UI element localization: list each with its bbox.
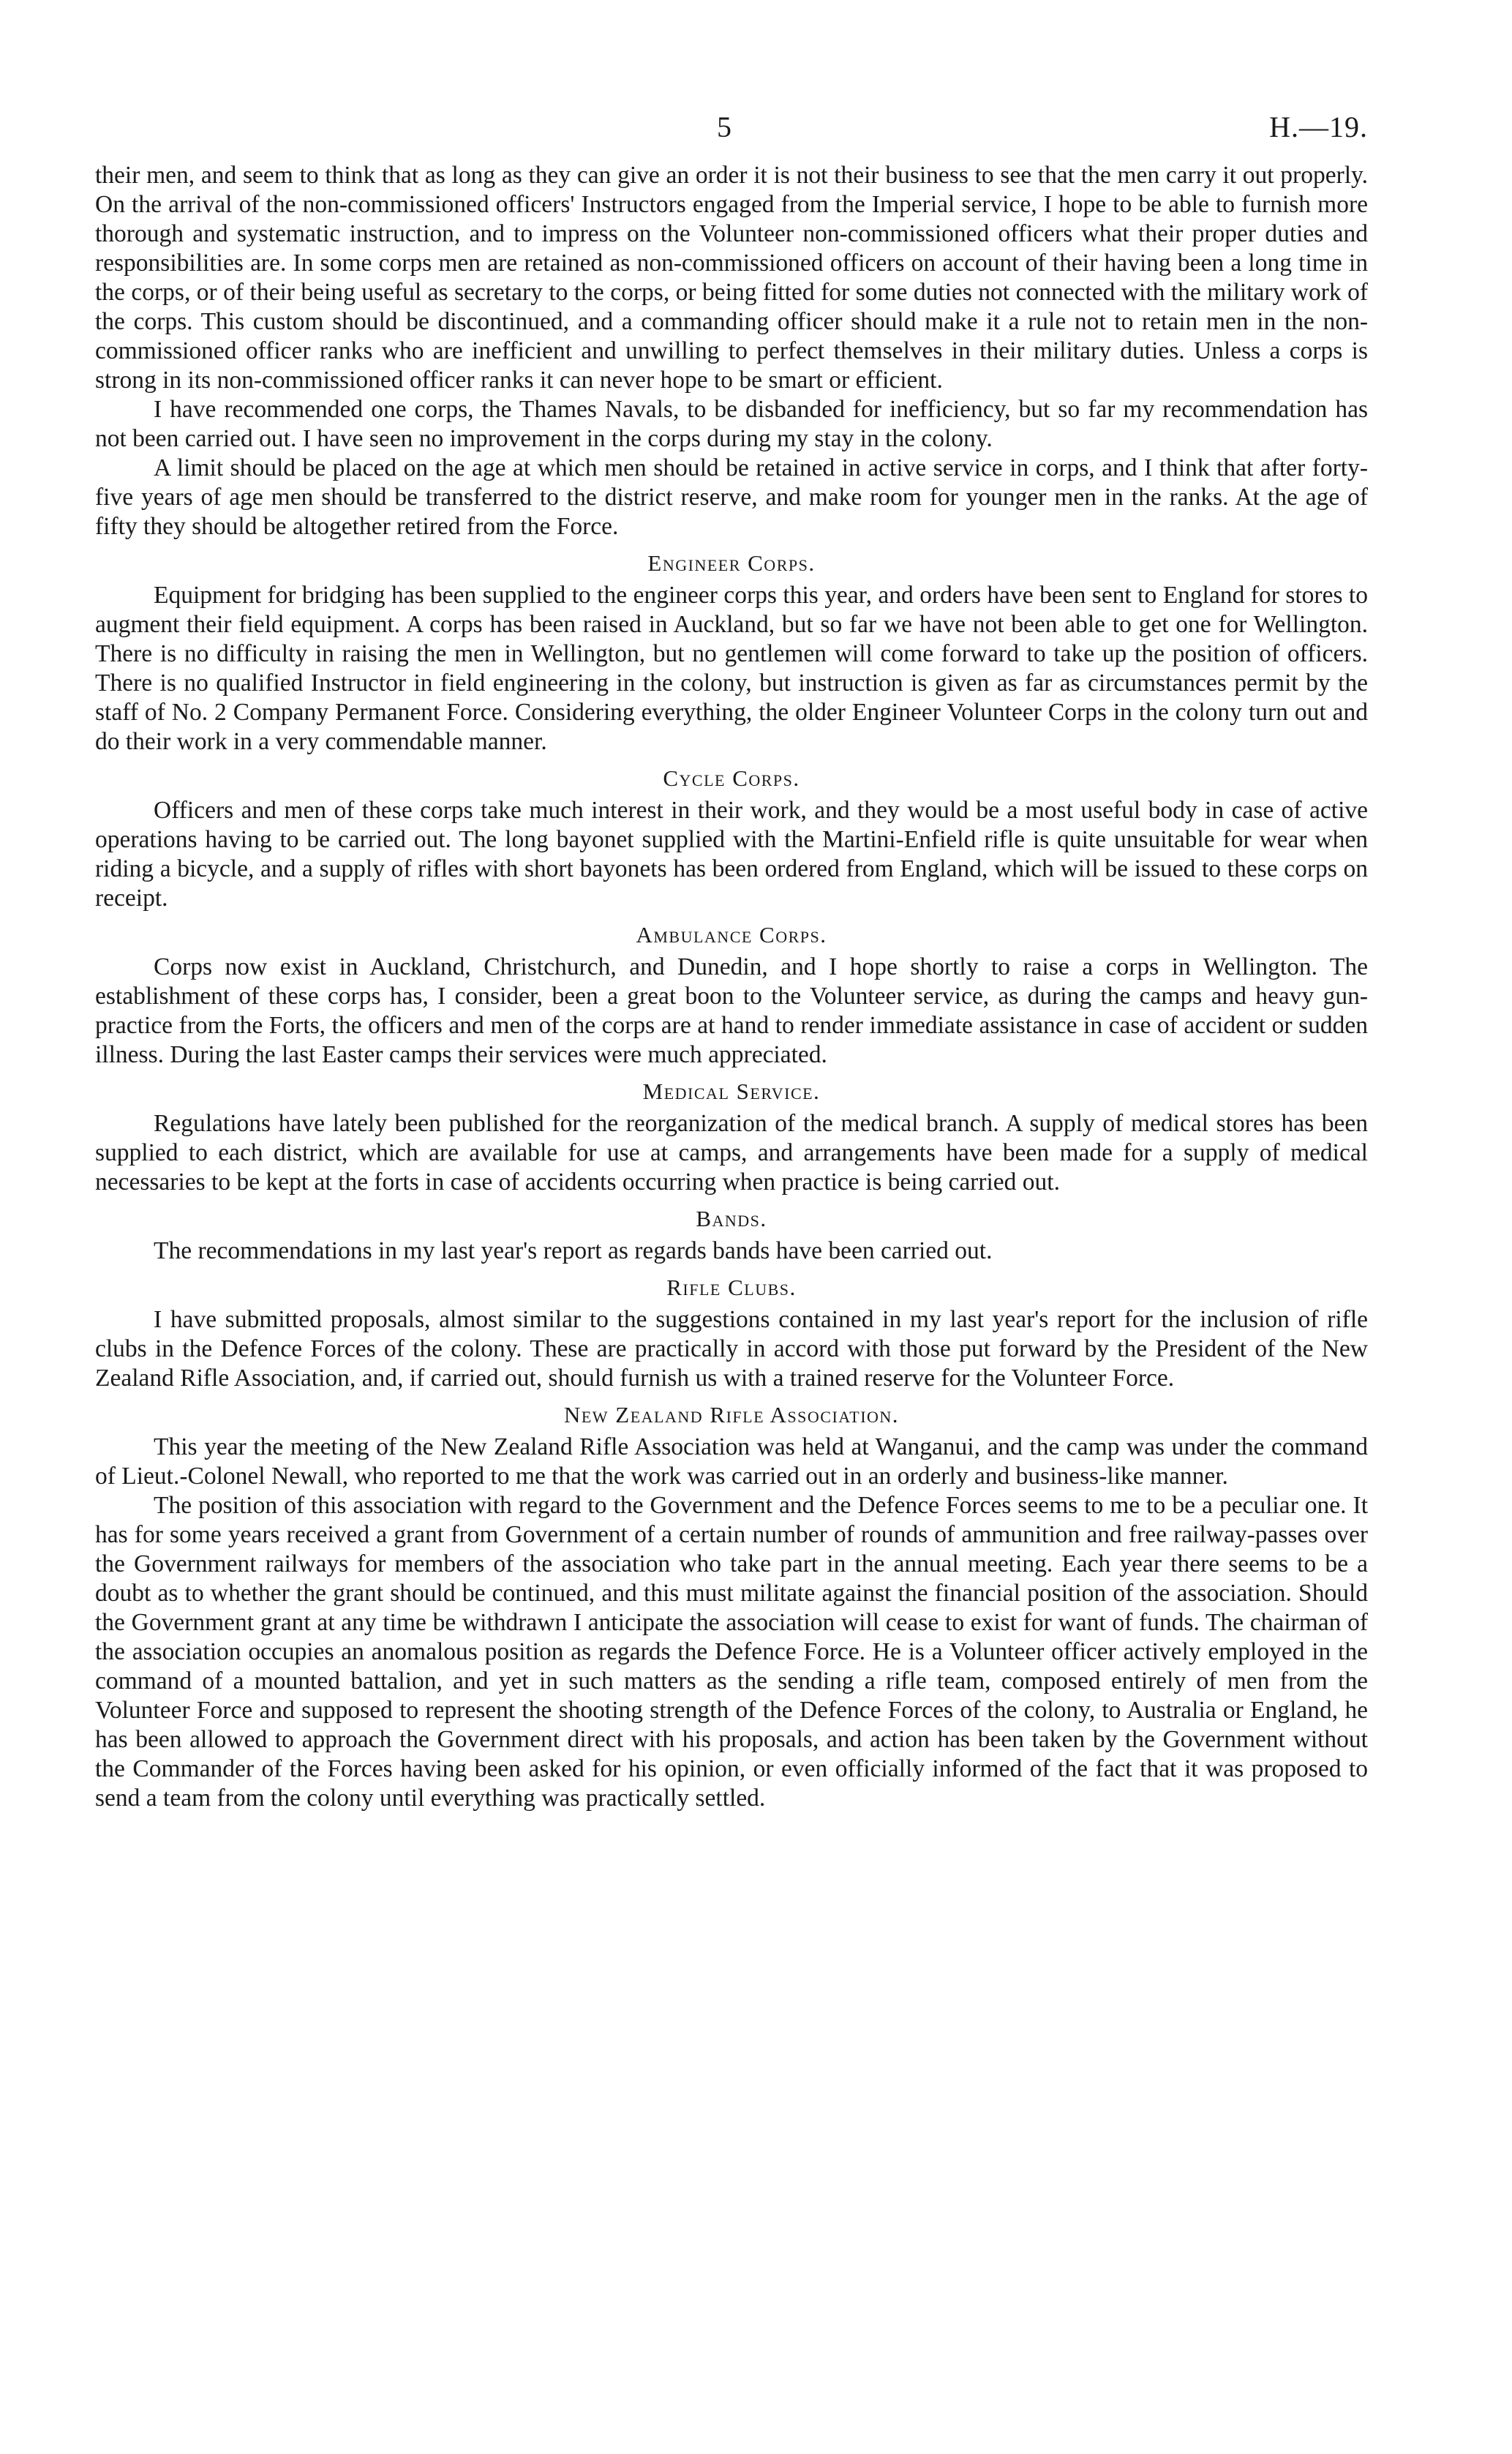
paragraph: their men, and seem to think that as long as they can give an order it is not their business to see that the men carry it out properly. On the arrival of the non-commissioned officers' Instructors engaged from the Imperial service, I hope to be able to furnish more thorough and systematic instruction, and to impress on the Volunteer non-commissioned officers what their proper duties and responsibilities are. In some corps men are retained as non-commissioned officers on account of their having been a long time in the corps, or of their being useful as secretary to the corps, or being fitted for some duties not connected with the military work of the corps. This custom should be discontinued, and a commanding officer should make it a rule not to retain men in the non-commissioned officer ranks who are inefficient and unwilling to perfect themselves in their military duties. Unless a corps is strong in its non-commissioned officer ranks it can never hope to be smart or efficient. bbox=[95, 162, 1368, 394]
paragraph: Regulations have lately been published for the reorganization of the medical branch. A supply of medical stores has been supplied to each district, which are available for use at camps, and arrangements have been made for a supply of medical necessaries to be kept at the forts in case of accidents occurring when practice is being carried out. bbox=[95, 1110, 1368, 1196]
section-heading-ambulance-corps: Ambulance Corps. bbox=[636, 922, 827, 948]
section-heading-cycle-corps: Cycle Corps. bbox=[663, 765, 800, 791]
paragraph: A limit should be placed on the age at which men should be retained in active service in corps, and I think that after forty-five years of age men should be transferred to the district reserve, and make room for younger men in the ranks. At the age of fifty they should be altogether retired from the Force. bbox=[95, 454, 1368, 540]
page-number: 5 bbox=[717, 110, 731, 143]
document-reference: H.—19. bbox=[1269, 110, 1368, 143]
paragraph: Equipment for bridging has been supplied to the engineer corps this year, and orders have been sent to England for stores to augment their field equipment. A corps has been raised in Auckland, but so far we have not been able to get one for Wellington. There is no difficulty in raising the men in Wellington, but no gentlemen will come forward to take up the position of officers. There is no qualified Instructor in field engineering in the colony, but instruction is given as far as circumstances permit by the staff of No. 2 Company Permanent Force. Considering everything, the older Engineer Volunteer Corps in the colony turn out and do their work in a very commendable manner. bbox=[95, 582, 1368, 755]
section-heading-rifle-clubs: Rifle Clubs. bbox=[666, 1275, 797, 1300]
document-page bbox=[95, 110, 1368, 1813]
page-header bbox=[95, 110, 1368, 161]
paragraph: The recommendations in my last year's report as regards bands have been carried out. bbox=[154, 1237, 993, 1264]
paragraph: I have recommended one corps, the Thames Navals, to be disbanded for inefficiency, but so far my recommendation has not been carried out. I have seen no improvement in the corps during my stay in the colony. bbox=[95, 396, 1368, 452]
paragraph: The position of this association with regard to the Government and the Defence Forces seems to me to be a peculiar one. It has for some years received a grant from Government of a certain number of rounds of ammunition and free railway-passes over the Government railways for members of the association who take part in the annual meeting. Each year there seems to be a doubt as to whether the grant should be continued, and this must militate against the financial position of the association. Should the Government grant at any time be withdrawn I anticipate the association will cease to exist for want of funds. The chairman of the association occupies an anomalous position as regards the Defence Force. He is a Volunteer officer actively employed in the command of a mounted battalion, and yet in such matters as the sending a rifle team, composed entirely of men from the Volunteer Force and supposed to represent the shooting strength of the Defence Forces of the colony, to Australia or England, he has been allowed to approach the Government direct with his proposals, and action has been taken by the Government without the Commander of the Forces having been asked for his opinion, or even officially informed of the fact that it was proposed to send a team from the colony until everything was practically settled. bbox=[95, 1492, 1368, 1812]
paragraph: I have submitted proposals, almost similar to the suggestions contained in my last year's report for the inclusion of rifle clubs in the Defence Forces of the colony. These are practically in accord with those put forward by the President of the New Zealand Rifle Association, and, if carried out, should furnish us with a trained reserve for the Volunteer Force. bbox=[95, 1306, 1368, 1392]
section-heading-bands: Bands. bbox=[696, 1206, 767, 1231]
paragraph: This year the meeting of the New Zealand Rifle Association was held at Wanganui, and the camp was under the command of Lieut.-Colonel Newall, who reported to me that the work was carried out in an orderly and business-like manner. bbox=[95, 1433, 1368, 1490]
body-text bbox=[95, 161, 1368, 1813]
paragraph: Officers and men of these corps take much interest in their work, and they would be a most useful body in case of active operations having to be carried out. The long bayonet supplied with the Martini-Enfield rifle is quite unsuitable for wear when riding a bicycle, and a supply of rifles with short bayonets has been ordered from England, which will be issued to these corps on receipt. bbox=[95, 797, 1368, 912]
section-heading-engineer-corps: Engineer Corps. bbox=[647, 550, 816, 576]
section-heading-medical-service: Medical Service. bbox=[642, 1078, 821, 1104]
paragraph: Corps now exist in Auckland, Christchurch, and Dunedin, and I hope shortly to raise a corps in Wellington. The establishment of these corps has, I consider, been a great boon to the Volunteer service, as during the camps and heavy gun-practice from the Forts, the officers and men of the corps are at hand to render immediate assistance in case of accident or sudden illness. During the last Easter camps their services were much appreciated. bbox=[95, 953, 1368, 1068]
section-heading-nz-rifle-association: New Zealand Rifle Association. bbox=[563, 1402, 900, 1427]
